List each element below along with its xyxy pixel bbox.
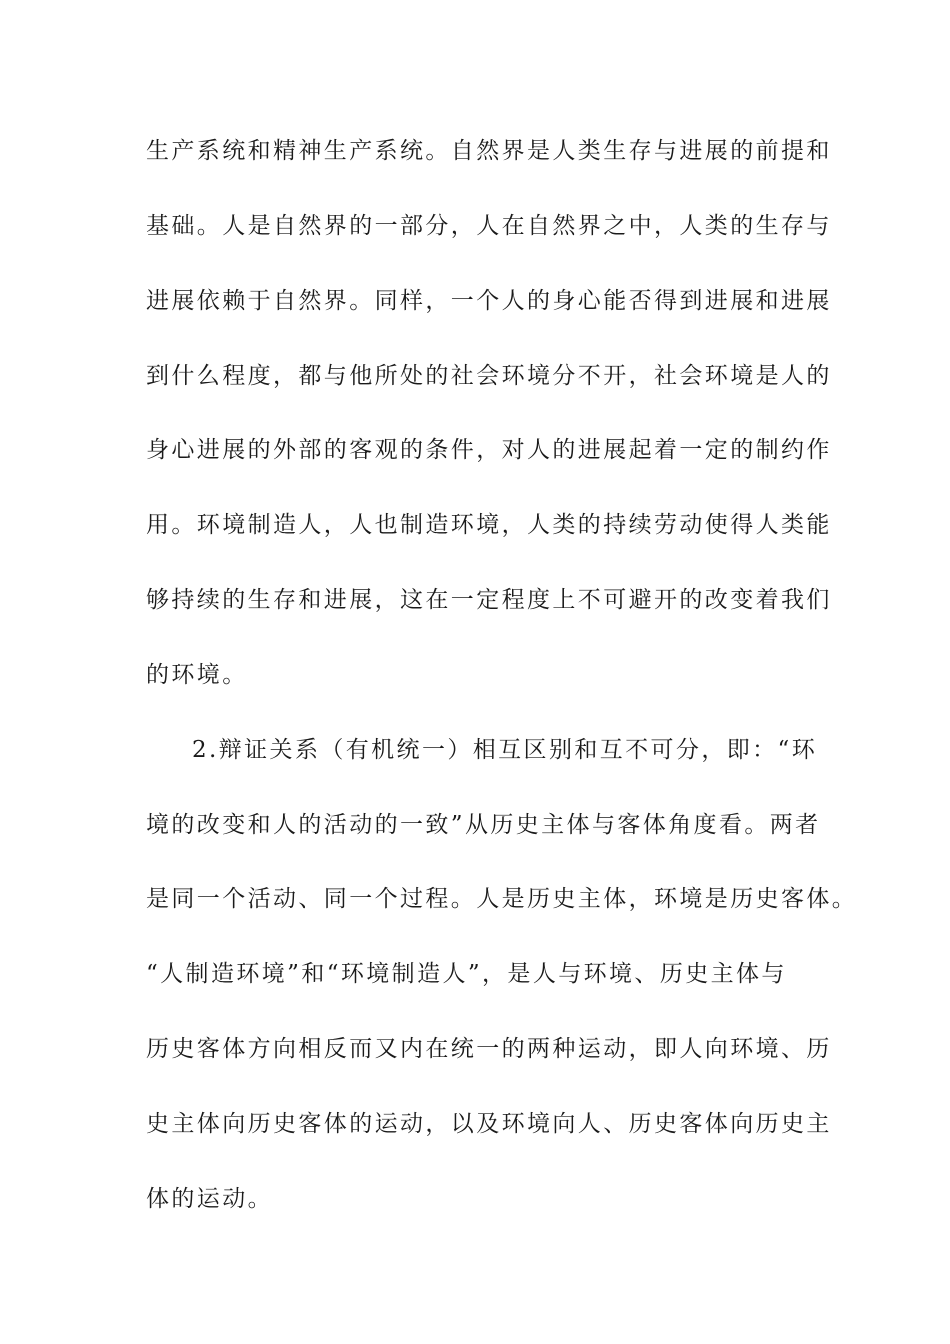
text-line: 是同一个活动、同一个过程。人是历史主体，环境是历史客体。	[146, 886, 858, 912]
text-line: 史主体向历史客体的运动，以及环境向人、历史客体向历史主	[146, 1111, 832, 1137]
text-line: 基础。人是自然界的一部分，人在自然界之中，人类的生存与	[146, 213, 832, 239]
text-line: 生产系统和精神生产系统。自然界是人类生存与进展的前提和	[146, 138, 832, 164]
text-line: 身心进展的外部的客观的条件，对人的进展起着一定的制约作	[146, 437, 832, 463]
text-line: “人制造环境”和“环境制造人”，是人与环境、历史主体与	[146, 961, 787, 987]
text-line: 的环境。	[146, 662, 248, 688]
text-line: 够持续的生存和进展，这在一定程度上不可避开的改变着我们	[146, 587, 832, 613]
paragraph-start-line: 2.辩证关系（有机统一）相互区别和互不可分，即：“环	[192, 737, 818, 763]
text-line: 用。环境制造人，人也制造环境，人类的持续劳动使得人类能	[146, 512, 832, 538]
text-line: 到什么程度，都与他所处的社会环境分不开，社会环境是人的	[146, 363, 832, 389]
text-line: 体的运动。	[146, 1186, 273, 1212]
text-line: 历史客体方向相反而又内在统一的两种运动，即人向环境、历	[146, 1036, 832, 1062]
text-line: 进展依赖于自然界。同样，一个人的身心能否得到进展和进展	[146, 288, 832, 314]
text-line: 境的改变和人的活动的一致”从历史主体与客体角度看。两者	[146, 812, 821, 838]
